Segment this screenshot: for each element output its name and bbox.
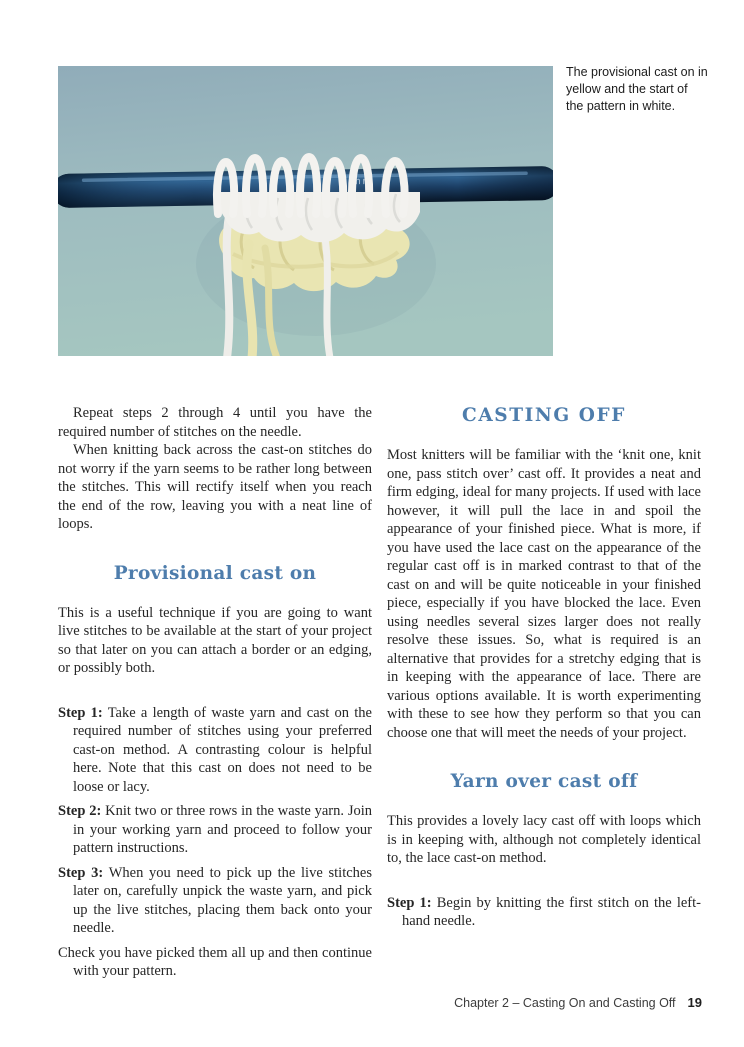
page-footer [454, 995, 702, 1010]
needle-size-marking: 4 mm [339, 175, 373, 188]
step-2-label: Step 2: [58, 803, 102, 819]
yarn-over-step-1-label: Step 1: [387, 894, 432, 911]
photo-caption: The provisional cast on in yellow and the start of the pattern in white. [566, 65, 708, 113]
section-heading-provisional-cast-on: Provisional cast on [113, 562, 317, 584]
step-2 [58, 802, 372, 858]
yarn-over-step-1 [387, 894, 701, 931]
knitting-photo [58, 66, 553, 356]
right-column [387, 404, 701, 981]
footer-chapter-title: Chapter 2 – Casting On and Casting Off [454, 996, 676, 1010]
yarn-over-step-1-text: Begin by knitting the first stitch on the left-hand needle. [402, 894, 701, 929]
left-column [58, 404, 372, 981]
right-paragraph-1: Most knitters will be familiar with the ‘knit one, knit one, pass stitch over’ cast off. It provides a neat and firm edging, ideal for many projects. If used with lace however, it will pull the lace in and spoil the appearance of your finished piece. What is more, if you have used the lace cast on the appearance of the regular cast off is in marked contrast to that of the cast on and will be quite noticeable in your finished piece, especially if you have blocked the lace. Even using needles several sizes larger does not really resolve these issues. So, what is required is an alternative that provides for a stretchy edging that is in keeping with the appearance of lace. There are various options available. It is worth experimenting with these to see how they perform so that you can choose one that will meet the needs of your project. [387, 447, 701, 741]
step-2-text: Knit two or three rows in the waste yarn. Join in your working yarn and proceed to follow your pattern instructions. [73, 803, 372, 856]
left-paragraph-1: Repeat steps 2 through 4 until you have the required number of stitches on the needle. [58, 405, 372, 440]
section-heading-casting-off: CASTING OFF [462, 405, 626, 426]
left-paragraph-2: When knitting back across the cast-on stitches do not worry if the yarn seems to be rather long between the stitches. This will rectify itself when you reach the end of the row, leaving you with a neat line of loops. [58, 442, 372, 532]
step-3-label: Step 3: [58, 864, 104, 881]
knitting-photo-svg [58, 66, 553, 356]
step-1-label: Step 1: [58, 704, 103, 721]
step-1-text: Take a length of waste yarn and cast on the required number of stitches using your preferred cast-on method. A contrasting colour is helpful here. Note that this cast on does not need to be loose or lacy. [73, 704, 372, 795]
text-columns [58, 404, 701, 981]
page-number: 19 [687, 995, 702, 1010]
right-paragraph-2: This provides a lovely lacy cast off with loops which is in keeping with, although not completely identical to, the lace cast-on method. [387, 813, 701, 866]
steps-closing-note: Check you have picked them all up and then continue with your pattern. [58, 944, 372, 979]
step-1 [58, 704, 372, 797]
step-3 [58, 864, 372, 938]
left-paragraph-3: This is a useful technique if you are going to want live stitches to be available at the start of your project so that later on you can attach a border or an edging, or possibly both. [58, 604, 372, 676]
section-heading-yarn-over-cast-off: Yarn over cast off [450, 771, 638, 792]
provisional-cast-on-steps [58, 704, 372, 981]
step-3-text: When you need to pick up the live stitches later on, carefully unpick the waste yarn, and pick up the live stitches, placing them back onto your needle. [73, 864, 373, 936]
